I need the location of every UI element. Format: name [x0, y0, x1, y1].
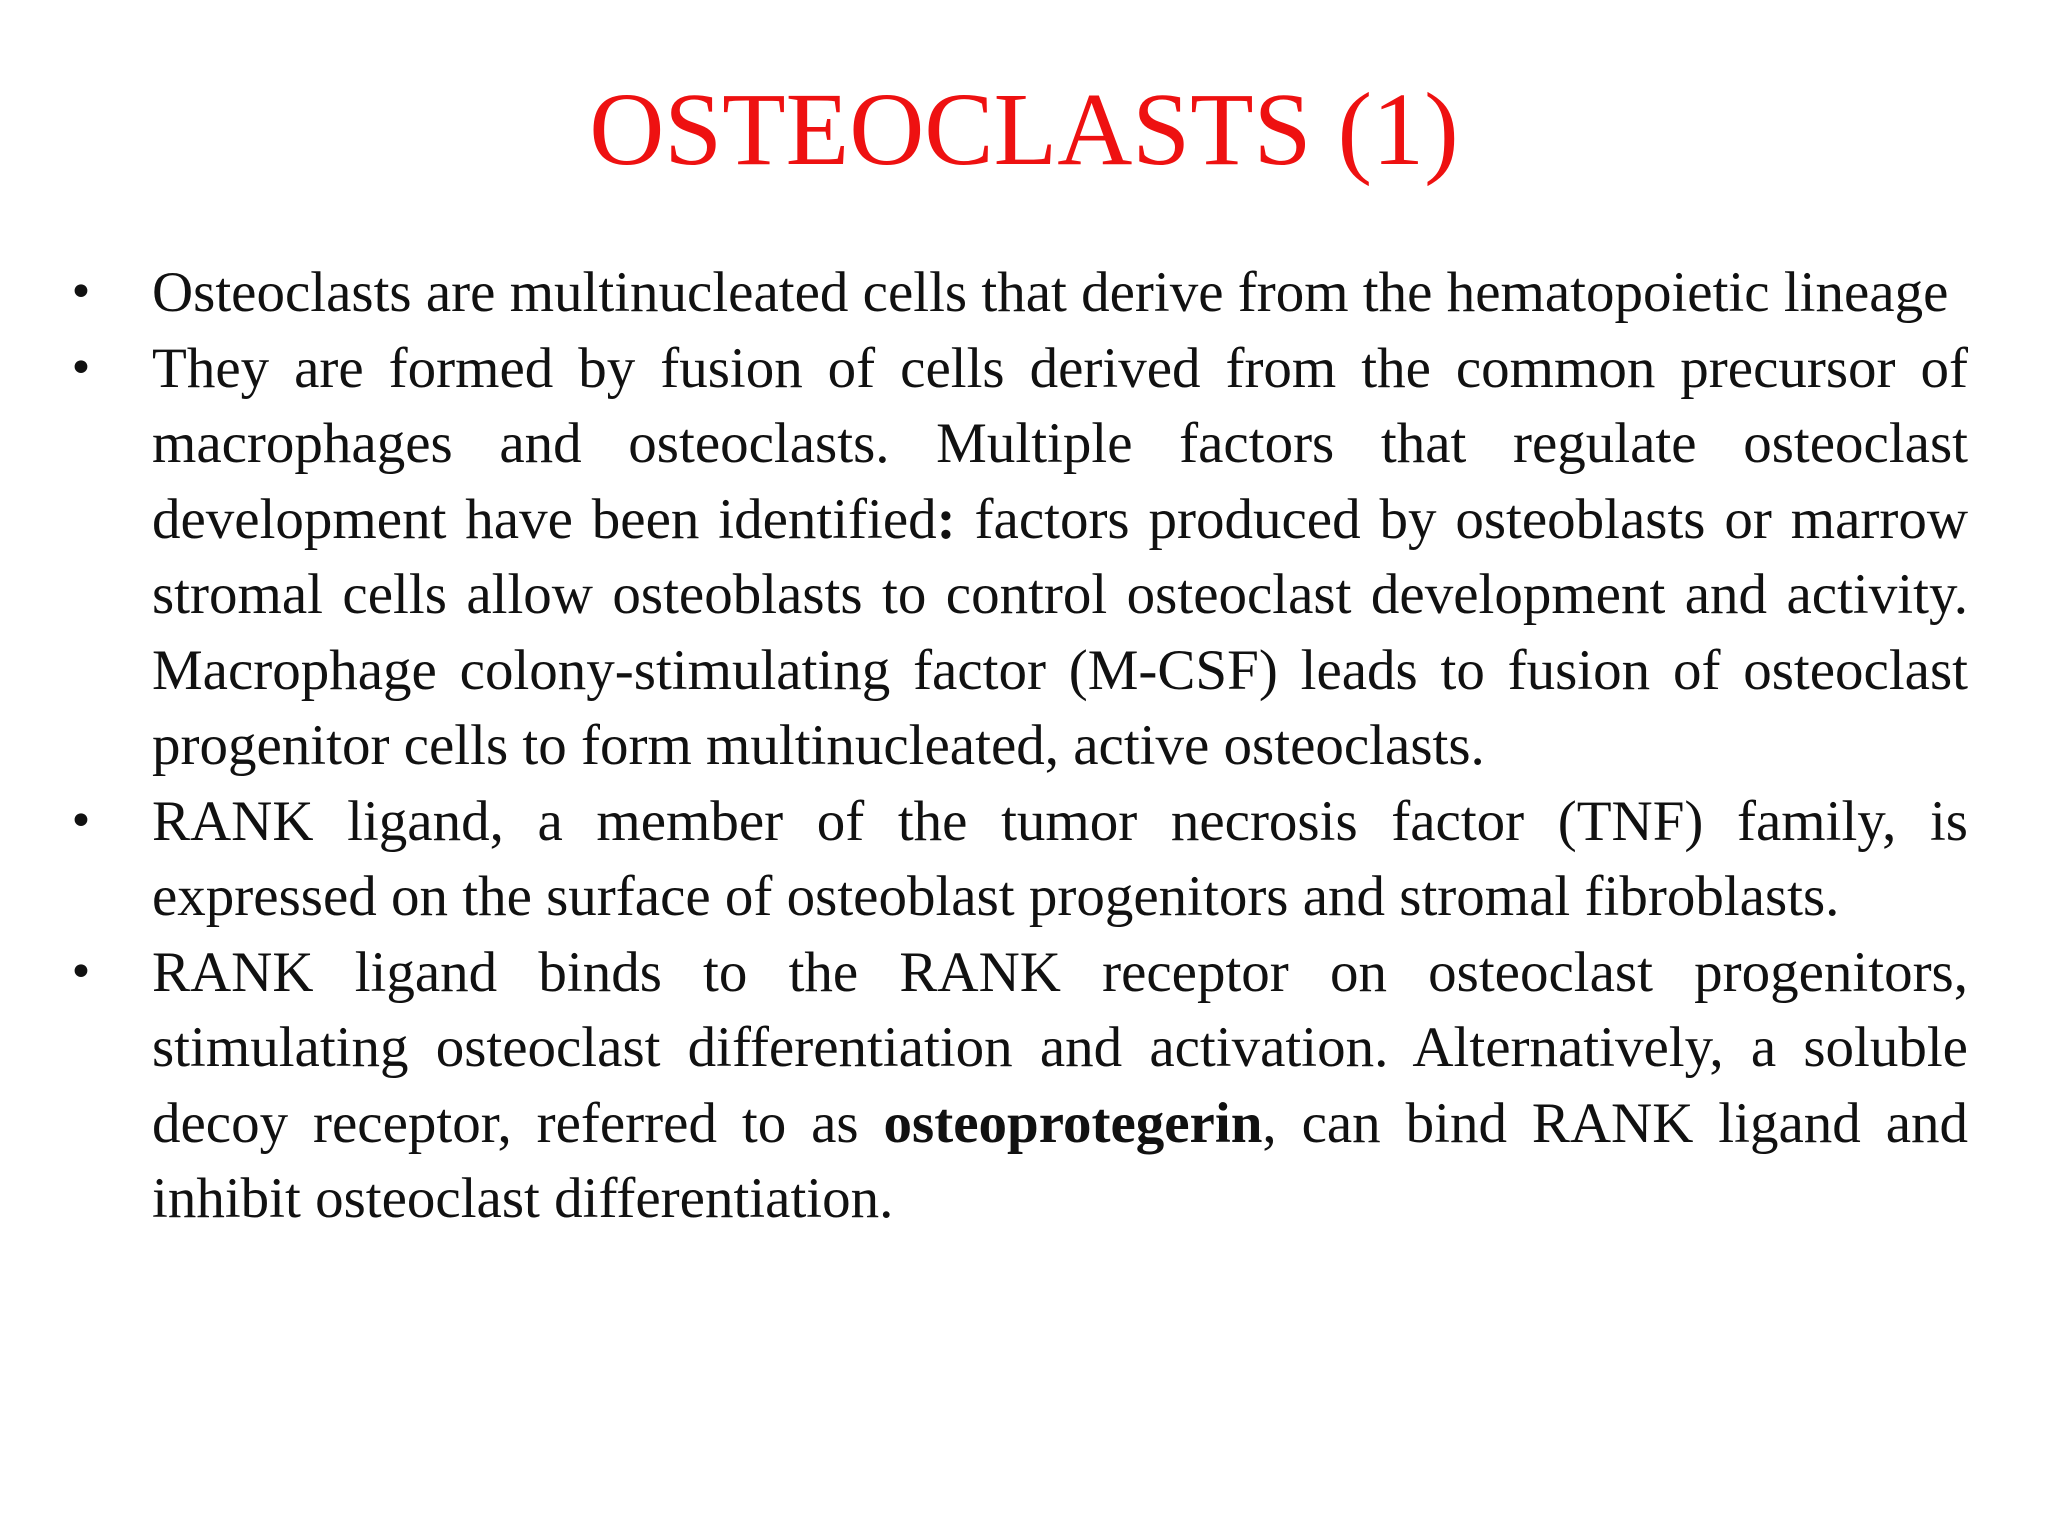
bullet-list — [68, 255, 1968, 1237]
bullet-text-part: RANK ligand binds to the RANK receptor on osteoclast progenitors, stimulating osteoclast differentiation and activation. Alternatively, a soluble decoy receptor, referred to as — [152, 940, 1968, 1155]
bullet-item-3 — [68, 784, 1968, 935]
bullet-text: Osteoclasts are multinucleated cells that derive from the hematopoietic lineage — [152, 261, 1949, 324]
bullet-text — [152, 941, 1968, 1231]
bullet-item-2 — [68, 331, 1968, 784]
bullet-item-1 — [68, 255, 1968, 331]
bullet-dot-icon: • — [68, 795, 94, 847]
bullet-dot-icon: • — [68, 267, 94, 318]
bullet-dot-icon: • — [68, 342, 94, 394]
bullet-text: RANK ligand, a member of the tumor necrosis factor (TNF) family, is expressed on the surface of osteoblast progenitors and stromal fibroblasts. — [152, 789, 1968, 928]
bold-colon: : — [936, 487, 956, 551]
bold-term: osteoprotegerin — [883, 1091, 1263, 1155]
bullet-dot-icon: • — [68, 946, 94, 998]
slide-title: OSTEOCLASTS (1) — [589, 72, 1459, 187]
bullet-text — [152, 337, 1968, 778]
bullet-text-part: , can bind RANK ligand and inhibit osteoclast differentiation. — [152, 1091, 1969, 1230]
bullet-item-4 — [68, 935, 1968, 1237]
bullet-text-part: They are formed by fusion of cells derived from the common precursor of macrophages and osteoclasts. Multiple factors that regulate osteoclast development have been identified — [152, 336, 1968, 551]
bullet-text-part: factors produced by osteoblasts or marrow stromal cells allow osteoblasts to control osteoclast development and activity. Macrophage colony-stimulating factor (M-CSF) leads to fusion of osteoclast progenitor cells to form multinucleated, active osteoclasts. — [152, 487, 1968, 777]
